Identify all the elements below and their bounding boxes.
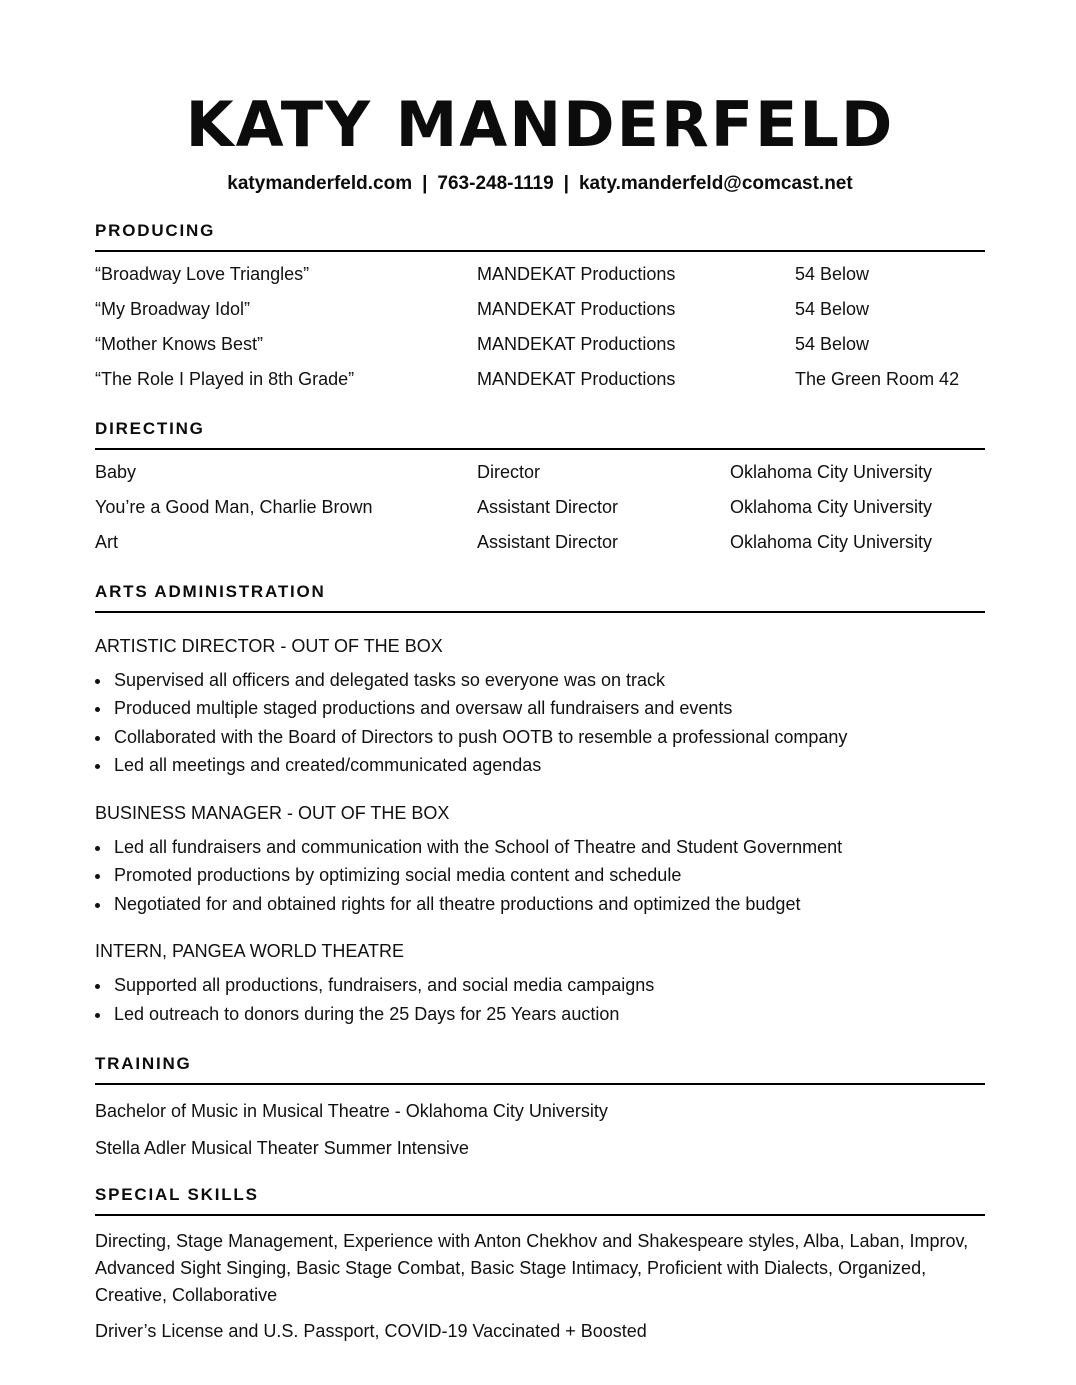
- organization: Oklahoma City University: [730, 496, 933, 517]
- page-title: KATY MANDERFELD: [185, 88, 895, 161]
- show-title: “Broadway Love Triangles”: [95, 263, 310, 284]
- job-entry: [95, 803, 985, 919]
- section-heading-special-skills: SPECIAL SKILLS: [95, 1185, 985, 1216]
- role: Assistant Director: [477, 496, 619, 517]
- job-entry: [95, 941, 985, 1028]
- job-heading: INTERN, PANGEA WORLD THEATRE: [95, 941, 405, 962]
- show-title: Art: [95, 531, 119, 552]
- table-row: [95, 525, 985, 560]
- table-row: [95, 292, 985, 327]
- producing-rows: [95, 252, 985, 397]
- show-title: You’re a Good Man, Charlie Brown: [95, 496, 373, 517]
- venue: 54 Below: [795, 333, 870, 354]
- separator: |: [422, 172, 428, 194]
- venue: 54 Below: [795, 263, 870, 284]
- venue: 54 Below: [795, 298, 870, 319]
- resume-header: [95, 88, 985, 195]
- show-title: “My Broadway Idol”: [95, 298, 251, 319]
- production-company: MANDEKAT Productions: [477, 298, 676, 319]
- bullet-item: • Produced multiple staged productions and oversaw all fundraisers and events: [112, 694, 985, 723]
- production-company: MANDEKAT Productions: [477, 333, 676, 354]
- section-directing: [95, 419, 985, 560]
- role: Director: [477, 461, 541, 482]
- job-heading: ARTISTIC DIRECTOR - OUT OF THE BOX: [95, 635, 443, 656]
- training-item: Bachelor of Music in Musical Theatre - Oklahoma City University: [95, 1101, 608, 1122]
- table-row: [95, 490, 985, 525]
- training-item: Stella Adler Musical Theater Summer Intensive: [95, 1138, 469, 1159]
- table-row: [95, 455, 985, 490]
- table-row: [95, 257, 985, 292]
- skills-paragraph: Driver’s License and U.S. Passport, COVID-19 Vaccinated + Boosted: [95, 1321, 647, 1342]
- job-bullet-list: [95, 971, 985, 1028]
- organization: Oklahoma City University: [730, 531, 933, 552]
- separator: |: [563, 172, 569, 194]
- bullet-item: • Led outreach to donors during the 25 Days for 25 Years auction: [112, 1000, 985, 1029]
- venue: The Green Room 42: [795, 368, 960, 389]
- skills-paragraph: Directing, Stage Management, Experience with Anton Chekhov and Shakespeare styles, Alba, Laban, Improv, Advanced Sight Singing, Basic Stage Combat, Basic Stage Intimacy, Proficient with Dialects, Organized, Creative, Collaborative: [95, 1231, 969, 1306]
- directing-rows: [95, 450, 985, 560]
- section-heading-training: TRAINING: [95, 1054, 985, 1085]
- show-title: Baby: [95, 461, 137, 482]
- phone-number: 763-248-1119: [437, 172, 554, 194]
- show-title: “Mother Knows Best”: [95, 333, 264, 354]
- job-bullet-list: [95, 666, 985, 780]
- bullet-item: • Collaborated with the Board of Directors to push OOTB to resemble a professional company: [112, 723, 985, 752]
- section-producing: [95, 221, 985, 397]
- organization: Oklahoma City University: [730, 461, 933, 482]
- table-row: [95, 327, 985, 362]
- bullet-item: • Promoted productions by optimizing social media content and schedule: [112, 861, 985, 890]
- email-address: katy.manderfeld@comcast.net: [578, 172, 853, 194]
- table-row: [95, 362, 985, 397]
- bullet-item: • Negotiated for and obtained rights for all theatre productions and optimized the budget: [112, 890, 985, 919]
- bullet-item: • Supervised all officers and delegated tasks so everyone was on track: [112, 666, 985, 695]
- website-text: katymanderfeld.com: [227, 172, 413, 194]
- contact-line: [95, 173, 985, 195]
- production-company: MANDEKAT Productions: [477, 368, 676, 389]
- job-entry: [95, 636, 985, 780]
- bullet-item: • Supported all productions, fundraisers, and social media campaigns: [112, 971, 985, 1000]
- section-heading-producing: PRODUCING: [95, 221, 985, 252]
- production-company: MANDEKAT Productions: [477, 263, 676, 284]
- bullet-item: • Led all fundraisers and communication with the School of Theatre and Student Government: [112, 833, 985, 862]
- section-heading-directing: DIRECTING: [95, 419, 985, 450]
- section-training: [95, 1054, 985, 1159]
- job-bullet-list: [95, 833, 985, 919]
- show-title: “The Role I Played in 8th Grade”: [95, 368, 355, 389]
- section-heading-arts-administration: ARTS ADMINISTRATION: [95, 582, 985, 613]
- bullet-item: • Led all meetings and created/communicated agendas: [112, 751, 985, 780]
- section-arts-administration: [95, 582, 985, 1029]
- job-heading: BUSINESS MANAGER - OUT OF THE BOX: [95, 802, 450, 823]
- section-special-skills: [95, 1185, 985, 1345]
- role: Assistant Director: [477, 531, 619, 552]
